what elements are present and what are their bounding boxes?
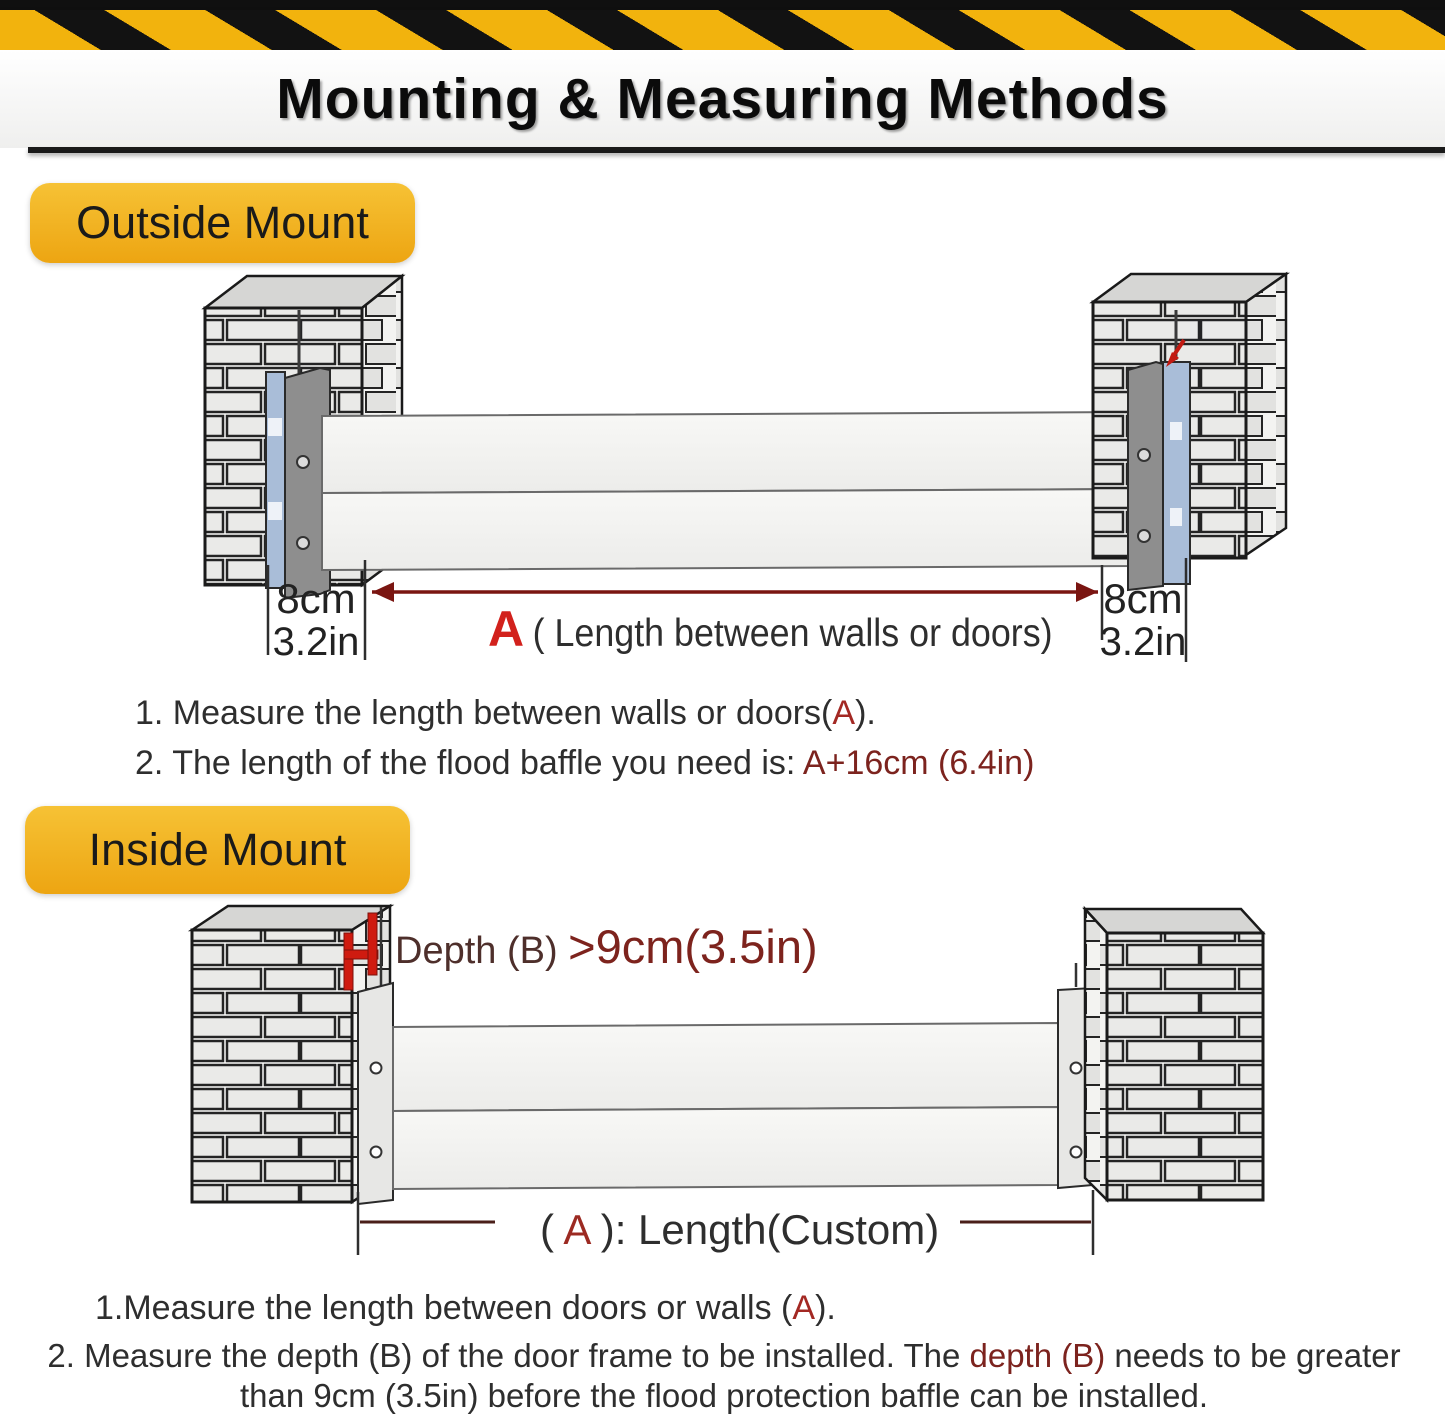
- screw-hole: [371, 1063, 382, 1074]
- left-gap-inch-label: 3.2in: [272, 620, 360, 664]
- inside-step-2: [40, 1336, 1408, 1416]
- inside-flood-barrier: [393, 1023, 1058, 1189]
- outside-flood-barrier: [322, 412, 1132, 570]
- pillar-front-face: [1107, 933, 1263, 1200]
- pillar-front-face: [192, 930, 352, 1202]
- inside-mount-badge: [25, 806, 410, 894]
- step-text: 1. Measure the length between walls or doors(: [135, 694, 833, 732]
- barrier-panel-bottom: [322, 489, 1132, 570]
- screw-hole: [1138, 530, 1150, 542]
- screw-hole: [1071, 1147, 1082, 1158]
- channel-gray-bracket: [1128, 362, 1163, 590]
- depth-label-prefix: Depth (B): [395, 930, 569, 972]
- barrier-panel-top: [322, 412, 1132, 493]
- inside-right-pillar: [1085, 909, 1263, 1200]
- length-label-A: A: [563, 1206, 590, 1253]
- channel-blue-rail: [1163, 362, 1190, 584]
- step-text: ).: [855, 694, 876, 732]
- header-banner: [0, 0, 1445, 155]
- right-gap-cm-label: 8cm: [1103, 575, 1183, 622]
- step-text: ).: [815, 1289, 836, 1327]
- inside-mount-badge-label: Inside Mount: [88, 824, 347, 875]
- step-text: 2. The length of the flood baffle you need is:: [135, 744, 803, 782]
- depth-requirement-label: [395, 920, 818, 973]
- screw-hole: [297, 537, 309, 549]
- pillar-side-face: [1085, 909, 1107, 1200]
- step-text: 1.Measure the length between doors or walls (: [95, 1289, 793, 1327]
- right-gap-inch-label: 3.2in: [1099, 620, 1187, 664]
- header-top-black-bar: [0, 0, 1445, 10]
- outside-span-arrow: [372, 582, 1098, 602]
- channel-tab: [268, 502, 282, 520]
- depth-label-value: >9cm(3.5in): [568, 920, 818, 973]
- outside-mount-badge-label: Outside Mount: [76, 197, 369, 248]
- outside-mount-diagram: [0, 270, 1445, 690]
- hazard-stripe-band: [0, 10, 1445, 50]
- channel-blue-rail: [266, 372, 285, 588]
- step-highlight: A: [792, 1289, 816, 1327]
- screw-hole: [1071, 1063, 1082, 1074]
- page-title: Mounting & Measuring Methods: [276, 67, 1169, 131]
- inside-left-channel: [358, 983, 393, 1204]
- span-label-A: A: [488, 601, 525, 657]
- length-label-post: ): Length(Custom): [600, 1206, 940, 1253]
- screw-hole: [297, 456, 309, 468]
- barrier-panel-top: [393, 1023, 1058, 1111]
- outside-left-mounting-channel: [266, 368, 330, 598]
- header-divider-line: [28, 147, 1445, 153]
- pillar-side-face: [1246, 274, 1286, 555]
- pillar-top-face: [1085, 909, 1263, 933]
- channel-tab: [1170, 422, 1182, 440]
- channel-plate: [358, 983, 393, 1204]
- channel-tab: [1170, 508, 1182, 526]
- screw-hole: [1138, 449, 1150, 461]
- length-label-pre: (: [540, 1206, 554, 1253]
- outside-step-1: [135, 693, 876, 733]
- step-text: needs to be greater than 9cm (3.5in) before the flood protection baffle can be installed.: [239, 1337, 1401, 1414]
- outside-mount-badge: [30, 183, 415, 263]
- step-text: 2. Measure the depth (B) of the door frame to be installed. The: [47, 1337, 970, 1374]
- outside-step-2: [135, 743, 1034, 783]
- step-highlight: A+16cm (6.4in): [802, 744, 1035, 782]
- custom-length-label: [540, 1206, 939, 1253]
- screw-hole: [371, 1147, 382, 1158]
- barrier-panel-bottom: [393, 1107, 1058, 1189]
- left-gap-cm-label: 8cm: [276, 575, 356, 622]
- title-band: [0, 50, 1445, 148]
- inside-mount-diagram: [0, 895, 1445, 1290]
- span-length-label: [488, 601, 1053, 657]
- step-highlight: depth (B): [969, 1337, 1106, 1374]
- channel-tab: [268, 418, 282, 436]
- step-highlight: A: [832, 694, 856, 732]
- span-label-text: ( Length between walls or doors): [532, 612, 1053, 655]
- inside-step-1: [95, 1288, 836, 1328]
